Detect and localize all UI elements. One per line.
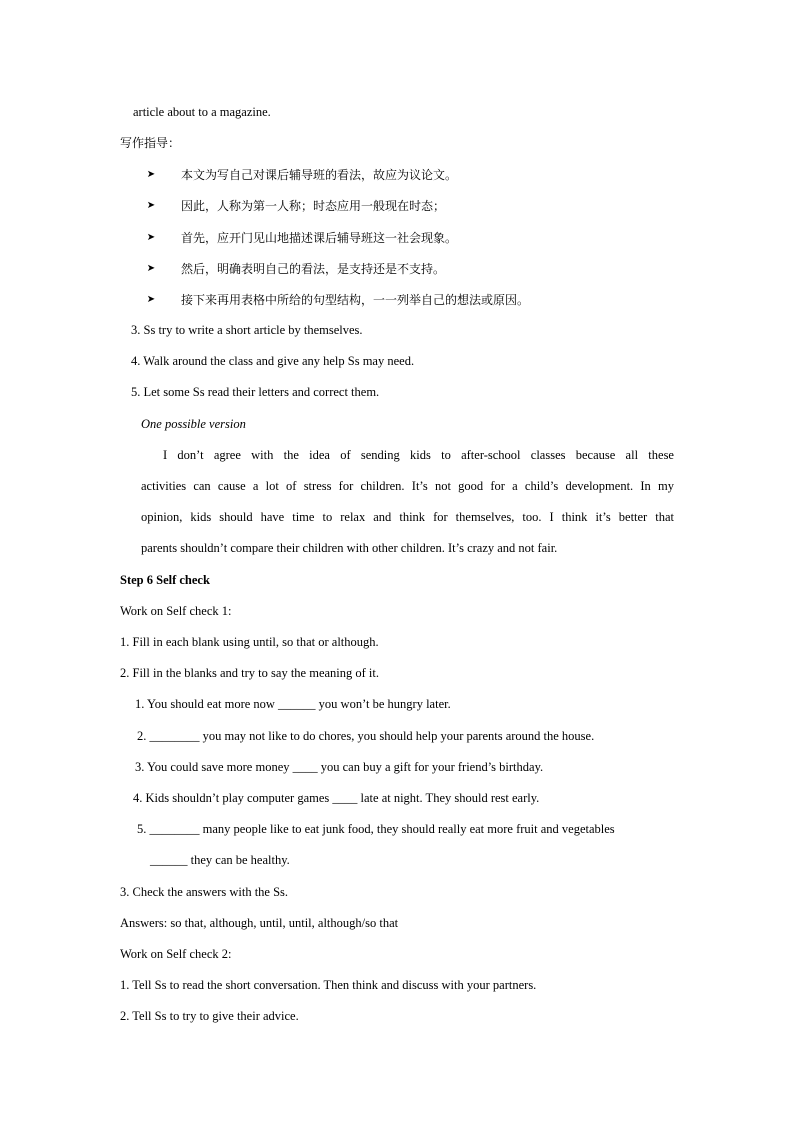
arrowhead-bullet-icon: ➤ [146,294,156,305]
exercise-item: 2. ________ you may not like to do chores, you should help your parents around the house. [137,729,595,743]
guide-item-text: 本文为写自己对课后辅导班的看法，故应为议论文。 [181,168,458,182]
exercise-item: 1. You should eat more now ______ you won’t be hungry later. [135,697,451,711]
exercise-item: 4. Kids shouldn’t play computer games ____ late at night. They should rest early. [133,791,540,805]
self-check-1-title: Work on Self check 1: [120,604,232,618]
self-check-2-item: 1. Tell Ss to read the short conversation. Then think and discuss with your partners. [120,978,537,992]
guide-item-text: 接下来再用表格中所给的句型结构，一一列举自己的想法或原因。 [181,293,530,307]
exercise-item: 3. You could save more money ____ you can buy a gift for your friend’s birthday. [135,760,544,774]
check-line: 3. Check the answers with the Ss. [120,885,289,899]
arrowhead-bullet-icon: ➤ [146,200,156,211]
essay-line: activities can cause a lot of stress for children. It’s not good for a child’s development. In my [141,479,674,493]
exercise-item-continuation: ______ they can be healthy. [150,853,290,867]
step-item: 5. Let some Ss read their letters and correct them. [131,385,380,399]
exercise-item: 5. ________ many people like to eat junk food, they should really eat more fruit and vegetables [137,822,615,836]
essay-line: parents shouldn’t compare their children with other children. It’s crazy and not fair. [141,541,558,555]
step6-heading: Step 6 Self check [120,573,210,587]
step-item: 3. Ss try to write a short article by themselves. [131,323,363,337]
self-check-2-title: Work on Self check 2: [120,947,232,961]
instruction-item: 1. Fill in each blank using until, so that or although. [120,635,379,649]
possible-version-label: One possible version [141,417,246,431]
arrowhead-bullet-icon: ➤ [146,169,156,180]
self-check-2-item: 2. Tell Ss to try to give their advice. [120,1009,299,1023]
top-line: article about to a magazine. [133,105,271,119]
answers-line: Answers: so that, although, until, until, although/so that [120,916,399,930]
arrowhead-bullet-icon: ➤ [146,232,156,243]
guide-item-text: 首先，应开门见山地描述课后辅导班这一社会现象。 [181,231,458,245]
step-item: 4. Walk around the class and give any help Ss may need. [131,354,415,368]
arrowhead-bullet-icon: ➤ [146,263,156,274]
guide-item-text: 因此，人称为第一人称；时态应用一般现在时态； [181,199,446,213]
guide-heading: 写作指导： [120,136,181,150]
instruction-item: 2. Fill in the blanks and try to say the meaning of it. [120,666,379,680]
essay-line: opinion, kids should have time to relax and think for themselves, too. I think it’s better that [141,510,674,524]
guide-item-text: 然后，明确表明自己的看法，是支持还是不支持。 [181,262,446,276]
essay-line: I don’t agree with the idea of sending kids to after-school classes because all these [163,448,674,462]
